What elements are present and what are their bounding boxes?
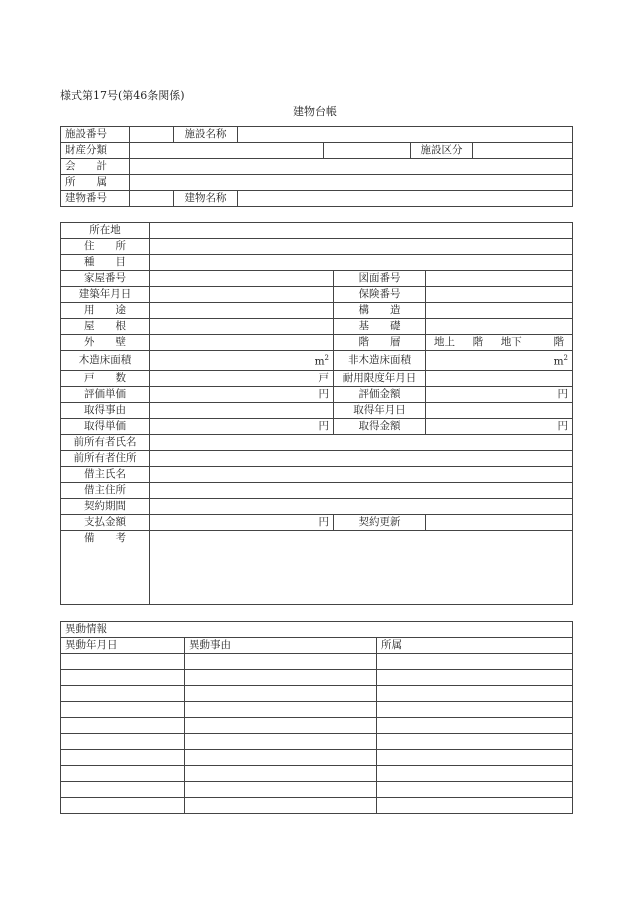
yen-unit: 円 [318,387,329,400]
prev-owner-name-label: 前所有者氏名 [61,434,150,450]
units-label: 戸 数 [61,370,150,386]
table-row [61,175,573,191]
col-change-affiliation: 所属 [377,638,573,654]
building-no-field[interactable] [130,191,174,207]
change-reason-cell[interactable] [185,670,377,686]
change-affiliation-cell[interactable] [377,766,573,782]
table-row [61,498,573,514]
change-date-cell[interactable] [61,654,185,670]
table-row [61,319,573,335]
change-reason-cell[interactable] [185,782,377,798]
property-class-field[interactable] [130,143,324,159]
change-date-cell[interactable] [61,686,185,702]
table-row [61,434,573,450]
house-no-label: 家屋番号 [61,271,150,287]
table-row [61,702,573,718]
lessor-address-label: 借主住所 [61,482,150,498]
form-number-label: 様式第17号(第46条関係) [60,89,185,102]
table-row [61,514,573,530]
change-reason-cell[interactable] [185,798,377,814]
change-reason-cell[interactable] [185,750,377,766]
table-row [61,223,573,239]
change-date-cell[interactable] [61,750,185,766]
table-row [61,239,573,255]
change-reason-cell[interactable] [185,686,377,702]
building-name-field[interactable] [238,191,573,207]
address-label: 住 所 [61,239,150,255]
yen-unit: 円 [557,419,568,432]
prev-owner-address-field[interactable] [150,450,573,466]
change-affiliation-cell[interactable] [377,670,573,686]
facility-category-label: 施設区分 [411,143,473,159]
wood-area-field[interactable] [150,351,334,371]
eval-unit-price-field[interactable] [150,386,334,402]
wood-area-label: 木造床面積 [61,351,150,371]
floors-label: 階 層 [334,335,426,351]
foundation-label: 基 礎 [334,319,426,335]
contract-period-field[interactable] [150,498,573,514]
units-field[interactable] [150,370,334,386]
insurance-no-label: 保険番号 [334,287,426,303]
accounting-field[interactable] [130,159,573,175]
acq-reason-field[interactable] [150,402,334,418]
table-row [61,370,573,386]
facility-category-field[interactable] [473,143,573,159]
area-unit-sup: 2 [324,354,329,362]
payment-field[interactable] [150,514,334,530]
facility-no-field[interactable] [130,127,174,143]
table-row [61,670,573,686]
nonwood-area-label: 非木造床面積 [334,351,426,371]
table-row [61,798,573,814]
change-date-cell[interactable] [61,702,185,718]
built-date-label: 建築年月日 [61,287,150,303]
building-no-label: 建物番号 [61,191,130,207]
outer-wall-label: 外 壁 [61,335,150,351]
change-history-table [60,621,573,814]
facility-name-label: 施設名称 [174,127,238,143]
change-affiliation-cell[interactable] [377,702,573,718]
facility-name-field[interactable] [238,127,573,143]
prev-owner-address-label: 前所有者住所 [61,450,150,466]
facility-no-label: 施設番号 [61,127,130,143]
page-title: 建物台帳 [293,105,337,118]
structure-label: 構 造 [334,303,426,319]
change-affiliation-cell[interactable] [377,750,573,766]
lessor-name-label: 借主氏名 [61,466,150,482]
contract-renewal-label: 契約更新 [334,514,426,530]
house-no-field[interactable] [150,271,334,287]
table-row [61,654,573,670]
accounting-label: 会 計 [61,159,130,175]
acq-reason-label: 取得事由 [61,402,150,418]
table-row [61,782,573,798]
units-unit: 戸 [318,371,329,384]
table-row [61,271,573,287]
facility-info-table [60,126,573,207]
table-row [61,335,573,351]
area-unit-sup: 2 [563,354,568,362]
floors-field[interactable] [426,335,573,351]
table-row [61,159,573,175]
floors-above-label: 地上 [434,336,455,348]
acq-amount-label: 取得金額 [334,418,426,434]
use-field[interactable] [150,303,334,319]
foundation-field[interactable] [426,319,573,335]
built-date-field[interactable] [150,287,334,303]
roof-label: 屋 根 [61,319,150,335]
change-date-cell[interactable] [61,670,185,686]
insurance-no-field[interactable] [426,287,573,303]
structure-field[interactable] [426,303,573,319]
eval-amount-field[interactable] [426,386,573,402]
table-row [61,622,573,638]
affiliation-field[interactable] [130,175,573,191]
table-row [61,766,573,782]
durable-date-label: 耐用限度年月日 [334,370,426,386]
building-name-label: 建物名称 [174,191,238,207]
change-date-cell[interactable] [61,798,185,814]
change-date-cell[interactable] [61,734,185,750]
table-row [61,418,573,434]
roof-field[interactable] [150,319,334,335]
change-affiliation-cell[interactable] [377,718,573,734]
table-row [61,255,573,271]
property-class-field-extra[interactable] [324,143,411,159]
change-reason-cell[interactable] [185,718,377,734]
affiliation-label: 所 属 [61,175,130,191]
table-row [61,143,573,159]
table-row [61,482,573,498]
remarks-field[interactable] [150,530,573,604]
change-reason-cell[interactable] [185,702,377,718]
yen-unit: 円 [557,387,568,400]
table-row [61,303,573,319]
remarks-label: 備 考 [61,530,150,604]
lessor-name-field[interactable] [150,466,573,482]
change-reason-cell[interactable] [185,654,377,670]
change-affiliation-cell[interactable] [377,798,573,814]
yen-unit: 円 [318,515,329,528]
acq-unit-price-label: 取得単価 [61,418,150,434]
property-class-label: 財産分類 [61,143,130,159]
table-row [61,530,573,604]
contract-renewal-field[interactable] [426,514,573,530]
change-reason-cell[interactable] [185,766,377,782]
acq-amount-field[interactable] [426,418,573,434]
table-row [61,127,573,143]
change-history-heading: 異動情報 [61,622,573,638]
change-affiliation-cell[interactable] [377,734,573,750]
table-row [61,466,573,482]
change-affiliation-cell[interactable] [377,782,573,798]
change-date-cell[interactable] [61,718,185,734]
eval-unit-price-label: 評価単価 [61,386,150,402]
category-label: 種 目 [61,255,150,271]
table-row [61,351,573,371]
drawing-no-field[interactable] [426,271,573,287]
table-row [61,287,573,303]
location-field[interactable] [150,223,573,239]
area-unit: m [314,355,325,368]
floors-below-unit: 階 [553,336,564,348]
lessor-address-field[interactable] [150,482,573,498]
use-label: 用 途 [61,303,150,319]
table-row [61,718,573,734]
address-field[interactable] [150,239,573,255]
change-date-cell[interactable] [61,782,185,798]
prev-owner-name-field[interactable] [150,434,573,450]
col-change-date: 異動年月日 [61,638,185,654]
change-date-cell[interactable] [61,766,185,782]
change-affiliation-cell[interactable] [377,686,573,702]
table-row [61,638,573,654]
floors-above-unit: 階 [472,336,484,348]
table-row [61,686,573,702]
outer-wall-field[interactable] [150,335,334,351]
contract-period-label: 契約期間 [61,498,150,514]
area-unit: m [553,355,564,368]
table-row [61,734,573,750]
yen-unit: 円 [318,419,329,432]
table-row [61,402,573,418]
floors-below-label: 地下 [500,336,522,348]
category-field[interactable] [150,255,573,271]
durable-date-field[interactable] [426,370,573,386]
building-detail-table [60,222,573,605]
col-change-reason: 異動事由 [185,638,377,654]
payment-label: 支払金額 [61,514,150,530]
acq-unit-price-field[interactable] [150,418,334,434]
location-label: 所在地 [61,223,150,239]
drawing-no-label: 図面番号 [334,271,426,287]
eval-amount-label: 評価金額 [334,386,426,402]
acq-date-field[interactable] [426,402,573,418]
nonwood-area-field[interactable] [426,351,573,371]
change-affiliation-cell[interactable] [377,654,573,670]
change-reason-cell[interactable] [185,734,377,750]
table-row [61,386,573,402]
acq-date-label: 取得年月日 [334,402,426,418]
table-row [61,450,573,466]
table-row [61,191,573,207]
table-row [61,750,573,766]
